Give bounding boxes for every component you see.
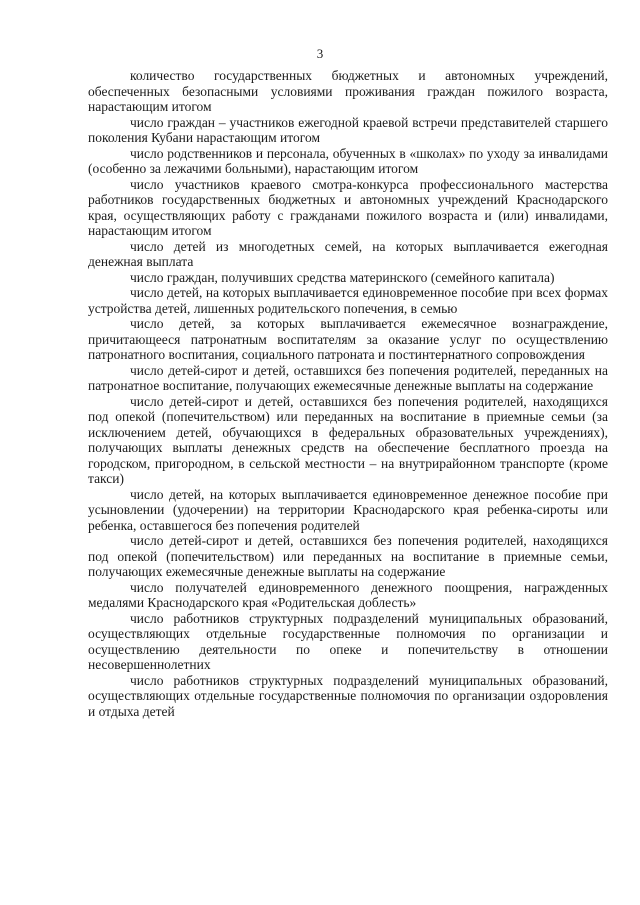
indicator-paragraph: число получателей единовременного денежного поощрения, награжденных медалями Краснодарского края «Родительская доблесть» xyxy=(88,579,608,610)
indicator-paragraph: число детей-сирот и детей, оставшихся без попечения родителей, переданных на патронатное воспитание, получающих ежемесячные денежные выплаты на содержание xyxy=(88,362,608,393)
indicator-paragraph: число детей из многодетных семей, на которых выплачивается ежегодная денежная выплата xyxy=(88,238,608,269)
indicator-paragraph: число работников структурных подразделений муниципальных образований, осуществляющих отдельные государственные полномочия по организации оздоровления и отдыха детей xyxy=(88,672,608,719)
indicator-paragraph: число детей, за которых выплачивается ежемесячное вознаграждение, причитающееся патронатным воспитателям за оказание услуг по осуществлению патронатного воспитания, социального патроната и постинтернатного сопровождения xyxy=(88,316,608,362)
indicator-paragraph: число детей, на которых выплачивается единовременное денежное пособие при усыновлении (удочерении) на территории Краснодарского края ребенка-сироты или ребенка, оставшегося без попечения родителей xyxy=(88,486,608,533)
document-body xyxy=(88,68,608,719)
indicator-paragraph: число работников структурных подразделений муниципальных образований, осуществляющих отдельные государственные полномочия по организации и осуществлению деятельности по опеке и попечительству в отношении несовершеннолетних xyxy=(88,610,608,672)
indicator-paragraph: число детей-сирот и детей, оставшихся без попечения родителей, находящихся под опекой (попечительством) или переданных на воспитание в приемные семьи, получающих ежемесячные денежные выплаты на содержание xyxy=(88,533,608,579)
page-number: 3 xyxy=(316,46,324,61)
indicator-paragraph: число участников краевого смотра-конкурса профессионального мастерства работников государственных бюджетных и автономных учреждений Краснодарского края, осуществляющих работу с гражданами пожилого возраста и (или) инвалидами, нарастающим итогом xyxy=(88,176,608,238)
indicator-paragraph: число граждан – участников ежегодной краевой встречи представителей старшего поколения Кубани нарастающим итогом xyxy=(88,114,608,145)
indicator-paragraph: число граждан, получивших средства материнского (семейного капитала) xyxy=(130,269,555,285)
indicator-paragraph: количество государственных бюджетных и автономных учреждений, обеспеченных безопасными условиями проживания граждан пожилого возраста, нарастающим итогом xyxy=(88,68,608,114)
indicator-paragraph: число детей-сирот и детей, оставшихся без попечения родителей, находящихся под опекой (попечительством) или переданных на воспитание в приемные семьи (за исключением детей, обучающихся в федеральных образовательных учреждениях), получающих выплаты денежных средств на обеспечение бесплатного проезда на городском, пригородном, в сельской местности – на внутрирайонном транспорте (кроме такси) xyxy=(88,393,608,486)
indicator-paragraph: число родственников и персонала, обученных в «школах» по уходу за инвалидами (особенно за лежачими больными), нарастающим итогом xyxy=(88,145,608,176)
indicator-paragraph: число детей, на которых выплачивается единовременное пособие при всех формах устройства детей, лишенных родительского попечения, в семью xyxy=(88,285,608,316)
